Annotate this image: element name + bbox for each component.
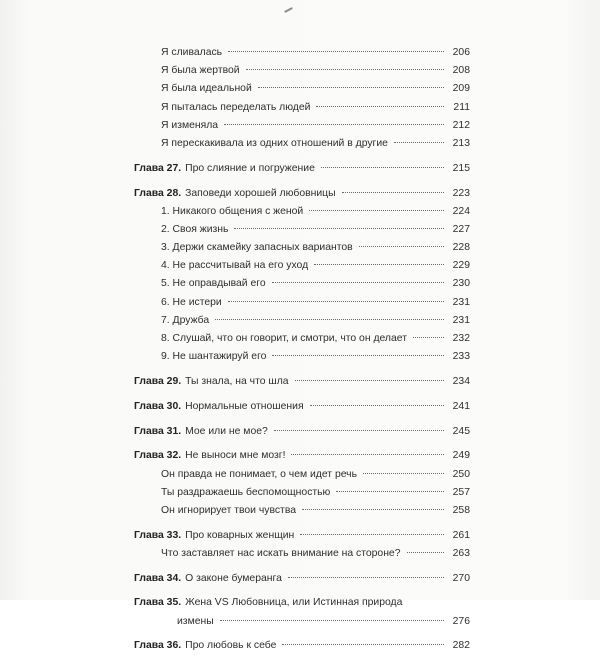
- toc-section-entry: [134, 80, 470, 98]
- dot-leader: [413, 337, 444, 338]
- page-speck: [284, 7, 293, 13]
- page-number: 234: [452, 375, 470, 387]
- toc-section-entry: [134, 239, 470, 257]
- toc-chapter-entry: [134, 447, 470, 465]
- entry-title: Он правда не понимает, о чем идет речь: [161, 468, 357, 480]
- page-number: 276: [452, 615, 470, 627]
- dot-leader: [246, 69, 444, 70]
- dot-leader: [234, 228, 444, 229]
- toc-section-entry: [134, 330, 470, 348]
- page-number: 208: [452, 65, 470, 77]
- dot-leader: [336, 491, 444, 492]
- page-number: 261: [452, 529, 470, 541]
- entry-title: 7. Дружба: [161, 314, 210, 326]
- entry-title: Я сливалась: [161, 47, 223, 58]
- entry-title: Жена VS Любовница, или Истинная природа: [185, 597, 403, 609]
- dot-leader: [316, 106, 444, 107]
- entry-title: Не выноси мне мозг!: [185, 450, 286, 462]
- dot-leader: [314, 264, 444, 265]
- dot-leader: [363, 473, 444, 474]
- entry-title: Он игнорирует твои чувства: [161, 504, 297, 516]
- toc-section-entry: [134, 135, 470, 153]
- page-number: 230: [452, 278, 470, 290]
- dot-leader: [300, 534, 444, 535]
- page-number: 245: [452, 425, 470, 437]
- dot-leader: [220, 620, 444, 621]
- entry-title: 9. Не шантажируй его: [161, 351, 267, 363]
- entry-title: Про слияние и погружение: [185, 162, 315, 174]
- page-number: 211: [453, 101, 470, 113]
- chapter-label: Глава 32.: [134, 450, 182, 462]
- entry-title: Заповеди хорошей любовницы: [185, 187, 336, 199]
- toc-section-entry: [134, 502, 470, 520]
- dot-leader: [291, 454, 444, 455]
- toc-section-entry: [134, 99, 470, 117]
- dot-leader: [272, 282, 444, 283]
- entry-title: Ты раздражаешь беспомощностью: [161, 486, 331, 498]
- chapter-label: Глава 35.: [134, 597, 182, 609]
- entry-title: О законе бумеранга: [185, 572, 282, 584]
- page-number: 231: [452, 296, 470, 308]
- page-number: 241: [452, 400, 470, 412]
- toc-section-entry: [134, 484, 470, 502]
- dot-leader: [228, 301, 444, 302]
- entry-title: Про любовь к себе: [185, 640, 277, 652]
- toc-section-entry: [134, 257, 470, 275]
- page-number: 232: [452, 333, 470, 344]
- entry-title: 1. Никакого общения с женой: [161, 205, 304, 217]
- page-number: 233: [452, 351, 470, 363]
- toc-section-entry: [134, 221, 470, 239]
- dot-leader: [394, 142, 444, 143]
- entry-title: Мое или не мое?: [185, 425, 268, 437]
- dot-leader: [302, 509, 444, 510]
- entry-title: Нормальные отношения: [185, 400, 304, 412]
- page-number: 263: [452, 547, 470, 559]
- dot-leader: [224, 124, 444, 125]
- page-number: 228: [452, 242, 470, 254]
- entry-title: Что заставляет нас искать внимание на стороне?: [161, 547, 401, 559]
- toc-chapter-entry: [134, 373, 470, 391]
- page-number: 249: [452, 450, 470, 462]
- entry-title: измены: [177, 615, 214, 627]
- entry-title: 8. Слушай, что он говорит, и смотри, что он делает: [161, 333, 407, 344]
- dot-leader: [407, 552, 445, 553]
- page-number: 258: [452, 504, 470, 516]
- dot-leader: [309, 210, 444, 211]
- chapter-label: Глава 31.: [134, 425, 182, 437]
- entry-title: Я пыталась переделать людей: [161, 101, 311, 113]
- toc-chapter-entry: [134, 398, 470, 416]
- page-number: 223: [452, 187, 470, 199]
- entry-title: Я была жертвой: [161, 65, 240, 77]
- entry-title: Я была идеальной: [161, 83, 252, 95]
- dot-leader: [288, 577, 444, 578]
- chapter-label: Глава 30.: [134, 400, 182, 412]
- entry-title: Ты знала, на что шла: [185, 375, 289, 387]
- entry-title: 4. Не рассчитывай на его уход: [161, 260, 309, 272]
- entry-title: Я перескакивала из одних отношений в другие: [161, 137, 388, 149]
- toc-section-entry: [134, 294, 470, 312]
- toc-section-entry: [134, 613, 470, 631]
- chapter-label: Глава 29.: [134, 375, 182, 387]
- dot-leader: [228, 51, 444, 52]
- toc-chapter-entry: [134, 423, 470, 441]
- dot-leader: [258, 87, 444, 88]
- toc-section-entry: [134, 117, 470, 135]
- page-number: 209: [452, 83, 470, 95]
- toc-chapter-entry: [134, 594, 470, 612]
- chapter-label: Глава 34.: [134, 572, 182, 584]
- dot-leader: [321, 167, 444, 168]
- entry-title: 5. Не оправдывай его: [161, 278, 266, 290]
- chapter-label: Глава 27.: [134, 162, 182, 174]
- toc-chapter-entry: [134, 637, 470, 655]
- entry-title: 3. Держи скамейку запасных вариантов: [161, 242, 353, 254]
- toc-section-entry: [134, 203, 470, 221]
- page-number: 206: [452, 47, 470, 58]
- toc-section-entry: [134, 312, 470, 330]
- dot-leader: [295, 380, 444, 381]
- toc-chapter-entry: [134, 185, 470, 203]
- entry-title: Я изменяла: [161, 119, 219, 131]
- page-number: 270: [452, 572, 470, 584]
- toc-chapter-entry: [134, 570, 470, 588]
- dot-leader: [342, 192, 444, 193]
- page-number: 282: [452, 640, 470, 652]
- entry-title: 6. Не истери: [161, 296, 222, 308]
- page-number: 227: [452, 223, 470, 235]
- dot-leader: [359, 246, 444, 247]
- toc-section-entry: [134, 275, 470, 293]
- dot-leader: [215, 319, 444, 320]
- page-number: 212: [452, 119, 470, 131]
- toc-chapter-entry: [134, 160, 470, 178]
- toc-section-entry: [134, 545, 470, 563]
- chapter-label: Глава 36.: [134, 640, 182, 652]
- table-of-contents: [134, 44, 470, 656]
- entry-title: 2. Своя жизнь: [161, 223, 229, 235]
- dot-leader: [272, 355, 444, 356]
- chapter-label: Глава 28.: [134, 187, 182, 199]
- dot-leader: [282, 644, 444, 645]
- toc-section-entry: [134, 62, 470, 80]
- dot-leader: [310, 405, 444, 406]
- page-number: 229: [452, 260, 470, 272]
- toc-chapter-entry: [134, 527, 470, 545]
- page-number: 224: [452, 205, 470, 217]
- entry-title: Про коварных женщин: [185, 529, 295, 541]
- page-number: 215: [452, 162, 470, 174]
- dot-leader: [274, 430, 444, 431]
- page-number: 257: [452, 486, 470, 498]
- page-number: 250: [452, 468, 470, 480]
- toc-section-entry: [134, 44, 470, 62]
- chapter-label: Глава 33.: [134, 529, 182, 541]
- page-number: 231: [452, 314, 470, 326]
- toc-section-entry: [134, 348, 470, 366]
- page-number: 213: [452, 137, 470, 149]
- toc-section-entry: [134, 466, 470, 484]
